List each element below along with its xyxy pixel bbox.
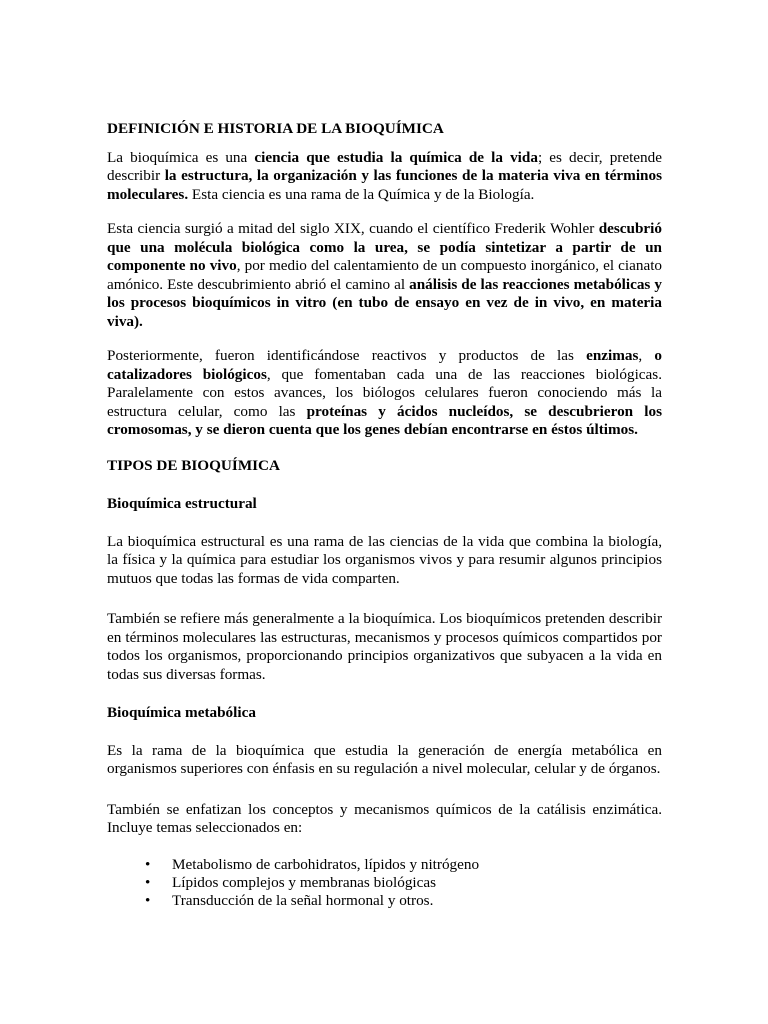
- paragraph-structural-1: La bioquímica estructural es una rama de las ciencias de la vida que combina la biología, la física y la química para estudiar los organismos vivos y para resumir algunos principios mutuos que todas las formas de vida comparten.: [107, 532, 662, 587]
- subheading-structural: Bioquímica estructural: [107, 495, 257, 512]
- section-title: TIPOS DE BIOQUÍMICA: [107, 456, 280, 474]
- document-page: [107, 120, 662, 910]
- list-item-text: Lípidos complejos y membranas biológicas: [172, 873, 437, 891]
- bullet-icon: •: [145, 873, 151, 891]
- text-run: Esta ciencia surgió a mitad del siglo XIX, cuando el científico Frederik Wohler: [107, 220, 599, 237]
- list-item: [107, 856, 662, 874]
- text-run: ,: [638, 347, 655, 364]
- text-run: Esta ciencia es una rama de la Química y de la Biología.: [188, 185, 535, 203]
- paragraph-structural-2: También se refiere más generalmente a la bioquímica. Los bioquímicos pretenden describir en términos moleculares las estructuras, mecanismos y procesos químicos compartidos por todos los organismos, proporcionando principios organizativos que subyacen a la vida en todas sus diversas formas.: [107, 610, 662, 683]
- bold-run: enzimas: [586, 347, 639, 364]
- text-run: Posteriormente, fueron identificándose reactivos y productos de las: [107, 347, 587, 364]
- paragraph-metabolic-1: Es la rama de la bioquímica que estudia la generación de energía metabólica en organismos superiores con énfasis en su regulación a nivel molecular, celular y de órganos.: [107, 741, 662, 777]
- bold-run: descubrió que una molécula biológica como la urea, se podía sintetizar a partir de un componente no vivo: [107, 220, 662, 274]
- topics-list: [107, 856, 662, 910]
- text-run: La bioquímica es una: [107, 148, 255, 166]
- bullet-icon: •: [145, 891, 151, 909]
- text-run: , por medio del calentamiento de un compuesto inorgánico, el cianato amónico. Este descubrimiento abrió el camino al: [107, 257, 663, 293]
- paragraph-enzymes: [107, 347, 662, 440]
- list-item-text: Transducción de la señal hormonal y otros.: [172, 891, 434, 909]
- bullet-icon: •: [145, 855, 151, 873]
- list-item: [107, 874, 662, 892]
- bold-run: análisis de las reacciones metabólicas y los procesos bioquímicos in vitro (en tubo de ensayo en vez de in vivo, en materia viva).: [107, 275, 662, 330]
- subheading-metabolic: Bioquímica metabólica: [107, 704, 256, 721]
- document-title: DEFINICIÓN E HISTORIA DE LA BIOQUÍMICA: [107, 120, 444, 137]
- paragraph-history: [107, 220, 662, 331]
- text-run: ; es decir, pretende describir: [107, 148, 662, 184]
- list-item: [107, 892, 662, 910]
- paragraph-metabolic-2: También se enfatizan los conceptos y mecanismos químicos de la catálisis enzimática. Incluye temas seleccionados en:: [107, 800, 662, 836]
- bold-run: proteínas y ácidos nucleídos, se descubrieron los cromosomas, y se dieron cuenta que los genes debían encontrarse en éstos últimos.: [107, 402, 662, 438]
- bold-run: ciencia que estudia la química de la vida: [254, 148, 538, 166]
- text-run: , que fomentaban cada una de las reacciones biológicas. Paralelamente con estos avances, los biólogos celulares fueron conociendo más la estructura celular, como las: [107, 365, 662, 420]
- list-item-text: Metabolismo de carbohidratos, lípidos y nitrógeno: [172, 855, 480, 873]
- bold-run: la estructura, la organización y las funciones de la materia viva en términos moleculares.: [107, 167, 662, 203]
- paragraph-definition: [107, 149, 662, 205]
- bold-run: o catalizadores biológicos: [107, 347, 662, 383]
